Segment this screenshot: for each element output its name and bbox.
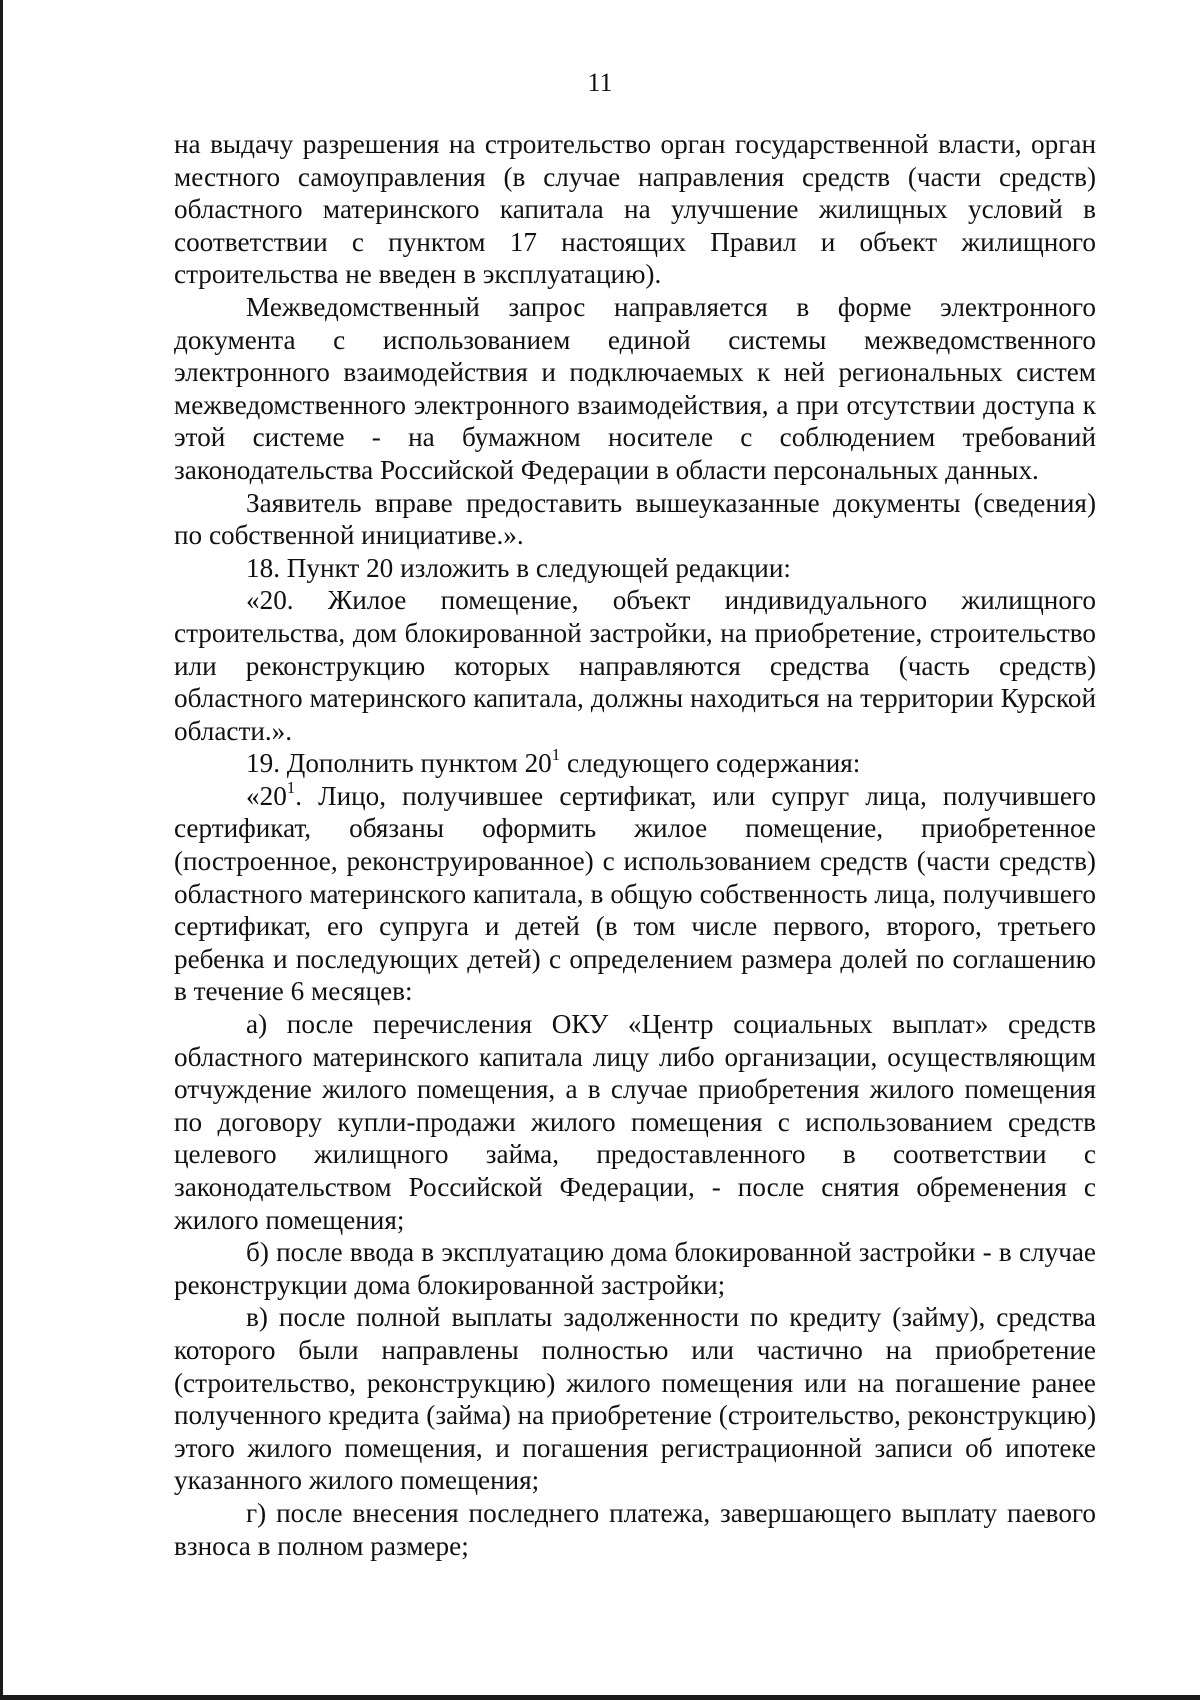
paragraph-text: . Лицо, получившее сертификат, или супруг лица, получившего сертификат, обязаны оформить жилое помещение, приобретенное (построенное, реконструированное) с использованием средств (части средств) областного материнского капитала, в общую собственность лица, получившего сертификат, его супруга и детей (в том числе первого, второго, третьего ребенка и последующих детей) с определением размера долей по соглашению в течение 6 месяцев:	[174, 780, 1096, 1007]
paragraph: г) после внесения последнего платежа, завершающего выплату паевого взноса в полном размере;	[174, 1497, 1096, 1561]
paragraph-text: «20	[246, 780, 287, 811]
superscript: 1	[286, 778, 296, 798]
page-number: 11	[587, 68, 613, 97]
scan-edge-bottom	[0, 1695, 1200, 1700]
paragraph: 18. Пункт 20 изложить в следующей редакции:	[246, 552, 791, 583]
paragraph: б) после ввода в эксплуатацию дома блокированной застройки - в случае реконструкции дома блокированной застройки;	[174, 1237, 1096, 1300]
paragraph	[174, 780, 1096, 1008]
paragraph: а) после перечисления ОКУ «Центр социальных выплат» средств областного материнского капитала лицу либо организации, осуществляющим отчуждение жилого помещения, а в случае приобретения жилого помещения по договору купли-продажи жилого помещения с использованием средств целевого жилищного займа, предоставленного в соответствии с законодательством Российской Федерации, - после снятия обременения с жилого помещения;	[174, 1009, 1096, 1235]
paragraph-text: 19. Дополнить пунктом 20	[246, 748, 552, 779]
paragraph	[174, 747, 1096, 780]
paragraph-text: следующего содержания:	[560, 748, 861, 779]
paragraph: Межведомственный запрос направляется в форме электронного документа с использованием единой системы межведомственного электронного взаимодействия и подключаемых к ней региональных систем межведомственного электронного взаимодействия, а при отсутствии доступа к этой системе - на бумажном носителе с соблюдением требований законодательства Российской Федерации в области персональных данных.	[174, 291, 1096, 485]
superscript: 1	[551, 745, 561, 765]
scan-edge-left	[0, 0, 3, 1700]
paragraph: Заявитель вправе предоставить вышеуказанные документы (сведения) по собственной инициативе.».	[174, 487, 1096, 551]
paragraph: в) после полной выплаты задолженности по кредиту (займу), средства которого были направлены полностью или частично на приобретение (строительство, реконструкцию) жилого помещения или на погашение ранее полученного кредита (займа) на приобретение (строительство, реконструкцию) этого жилого помещения, и погашения регистрационной записи об ипотеке указанного жилого помещения;	[174, 1302, 1096, 1496]
paragraph: на выдачу разрешения на строительство орган государственной власти, орган местного самоуправления (в случае направления средств (части средств) областного материнского капитала на улучшение жилищных условий в соответствии с пунктом 17 настоящих Правил и объект жилищного строительства не введен в эксплуатацию).	[174, 129, 1096, 290]
document-body	[174, 128, 1096, 1562]
paragraph: «20. Жилое помещение, объект индивидуального жилищного строительства, дом блокированной застройки, на приобретение, строительство или реконструкцию которых направляются средства (часть средств) областного материнского капитала, должны находиться на территории Курской области.».	[174, 585, 1096, 746]
